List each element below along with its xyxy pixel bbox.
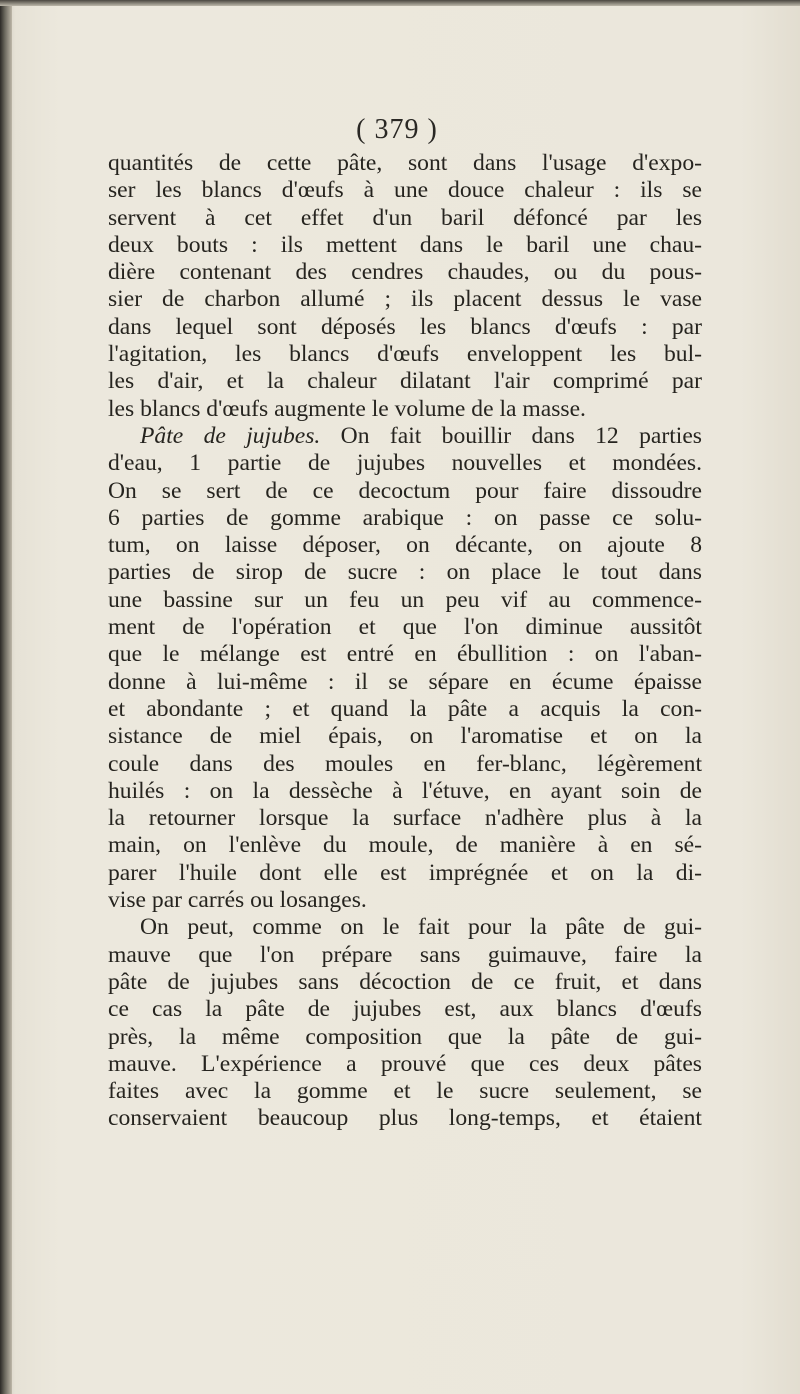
page-top-edge — [0, 0, 800, 6]
text-line: près, la même composition que la pâte de gui- — [108, 1023, 702, 1050]
text-line-rest: On fait bouillir dans 12 parties — [320, 422, 702, 449]
book-spine-shadow — [0, 0, 12, 1394]
page-header — [0, 114, 800, 146]
text-line: On se sert de ce decoctum pour faire dissoudre — [108, 477, 702, 504]
text-line: l'agitation, les blancs d'œufs enveloppent les bul- — [108, 341, 702, 368]
text-line: conservaient beaucoup plus long-temps, et étaient — [108, 1105, 702, 1132]
text-line: que le mélange est entré en ébullition : on l'aban- — [108, 641, 702, 668]
text-line: main, on l'enlève du moule, de manière à en sé- — [108, 832, 702, 859]
text-line: donne à lui-même : il se sépare en écume épaisse — [108, 668, 702, 695]
text-line: servent à cet effet d'un baril défoncé par les — [108, 204, 702, 231]
page-number: ( 379 ) — [356, 114, 438, 145]
text-line: ment de l'opération et que l'on diminue aussitôt — [108, 614, 702, 641]
text-line: dans lequel sont déposés les blancs d'œufs : par — [108, 313, 702, 340]
text-line: coule dans des moules en fer-blanc, légèrement — [108, 750, 702, 777]
text-line: mauve. L'expérience a prouvé que ces deux pâtes — [108, 1050, 702, 1077]
text-line: pâte de jujubes sans décoction de ce fruit, et dans — [108, 968, 702, 995]
paragraph-start-line — [108, 423, 702, 450]
text-line: une bassine sur un feu un peu vif au commence- — [108, 586, 702, 613]
section-heading-italic: Pâte de jujubes. — [140, 422, 321, 449]
text-line: quantités de cette pâte, sont dans l'usage d'expo- — [108, 150, 702, 176]
text-line: la retourner lorsque la surface n'adhère plus à la — [108, 805, 702, 832]
text-line: et abondante ; et quand la pâte a acquis la con- — [108, 695, 702, 722]
text-line: 6 parties de gomme arabique : on passe ce solu- — [108, 504, 702, 531]
text-line: huilés : on la dessèche à l'étuve, en ayant soin de — [108, 777, 702, 804]
text-line: parties de sirop de sucre : on place le tout dans — [108, 559, 702, 586]
text-line: les d'air, et la chaleur dilatant l'air comprimé par — [108, 368, 702, 395]
text-line: vise par carrés ou losanges. — [108, 887, 367, 914]
text-line: sistance de miel épais, on l'aromatise et on la — [108, 723, 702, 750]
body-text — [108, 150, 702, 1133]
text-line: mauve que l'on prépare sans guimauve, faire la — [108, 941, 702, 968]
text-line: sier de charbon allumé ; ils placent dessus le vase — [108, 286, 702, 313]
text-line: dière contenant des cendres chaudes, ou du pous- — [108, 259, 702, 286]
text-line: faites avec la gomme et le sucre seulement, se — [108, 1078, 702, 1105]
text-line: ce cas la pâte de jujubes est, aux blancs d'œufs — [108, 996, 702, 1023]
text-line: deux bouts : ils mettent dans le baril une chau- — [108, 231, 702, 258]
text-line: parer l'huile dont elle est imprégnée et on la di- — [108, 859, 702, 886]
text-line: ser les blancs d'œufs à une douce chaleur : ils se — [108, 177, 702, 204]
paragraph-start-line: On peut, comme on le fait pour la pâte de gui- — [140, 914, 702, 941]
text-line: les blancs d'œufs augmente le volume de la masse. — [108, 395, 586, 422]
text-line: d'eau, 1 partie de jujubes nouvelles et mondées. — [108, 450, 702, 477]
text-line: tum, on laisse déposer, on décante, on ajoute 8 — [108, 532, 702, 559]
